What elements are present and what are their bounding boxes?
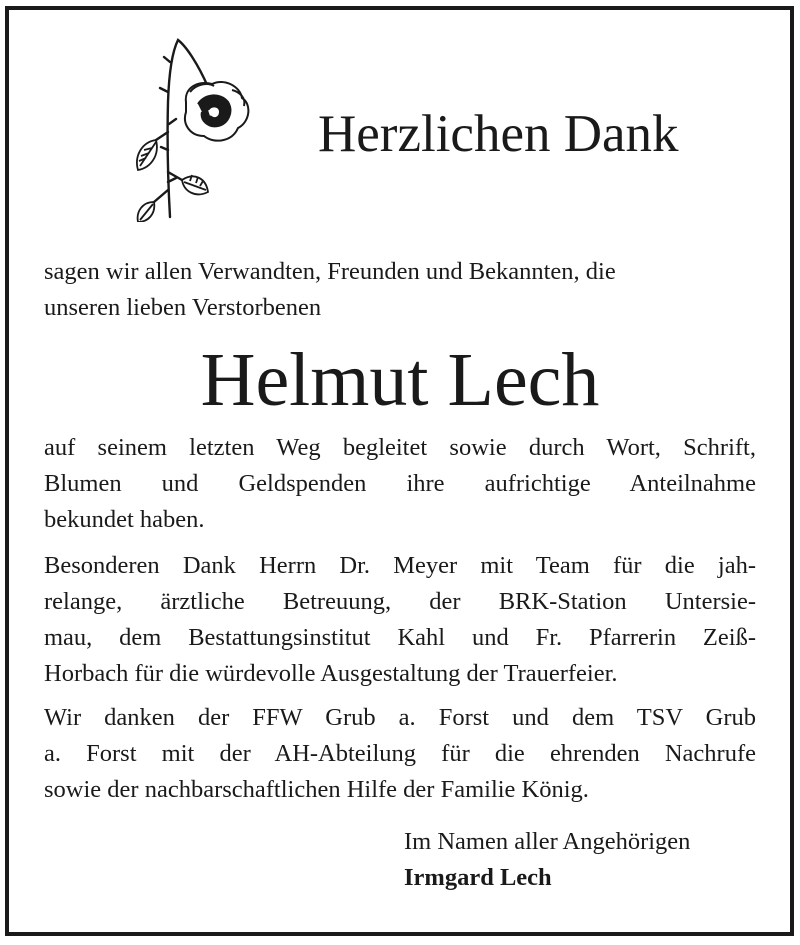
text-line: a. Forst mit der AH-Abteilung für die ehrenden Nachrufe [44, 740, 756, 767]
closing-line: Im Namen aller Angehörigen [404, 828, 691, 855]
text-line: Besonderen Dank Herrn Dr. Meyer mit Team für die jah- [44, 552, 756, 579]
text-line: Wir danken der FFW Grub a. Forst und dem TSV Grub [44, 704, 756, 731]
text-line: Horbach für die würdevolle Ausgestaltung der Trauerfeier. [44, 660, 618, 687]
intro-line: unseren lieben Verstorbenen [44, 294, 322, 321]
text-line: Blumen und Geldspenden ihre aufrichtige Anteilnahme [44, 470, 756, 497]
paragraph-3 [44, 700, 756, 808]
text-line: sowie der nachbarschaftlichen Hilfe der Familie König. [44, 776, 589, 803]
text-line: bekundet haben. [44, 506, 205, 533]
text-line: mau, dem Bestattungsinstitut Kahl und Fr. Pfarrerin Zeiß- [44, 624, 756, 651]
deceased-name: Helmut Lech [200, 338, 600, 422]
text-line: auf seinem letzten Weg begleitet sowie durch Wort, Schrift, [44, 434, 756, 461]
intro-line: sagen wir allen Verwandten, Freunden und Bekannten, die [44, 258, 616, 285]
paragraph-2 [44, 548, 756, 692]
intro-text [44, 254, 756, 326]
closing-block [404, 824, 764, 896]
text-line: relange, ärztliche Betreuung, der BRK-Station Untersie- [44, 588, 756, 615]
paragraph-1 [44, 430, 756, 538]
heading: Herzlichen Dank [318, 105, 679, 163]
signature: Irmgard Lech [404, 864, 552, 891]
rose-icon [128, 32, 263, 222]
